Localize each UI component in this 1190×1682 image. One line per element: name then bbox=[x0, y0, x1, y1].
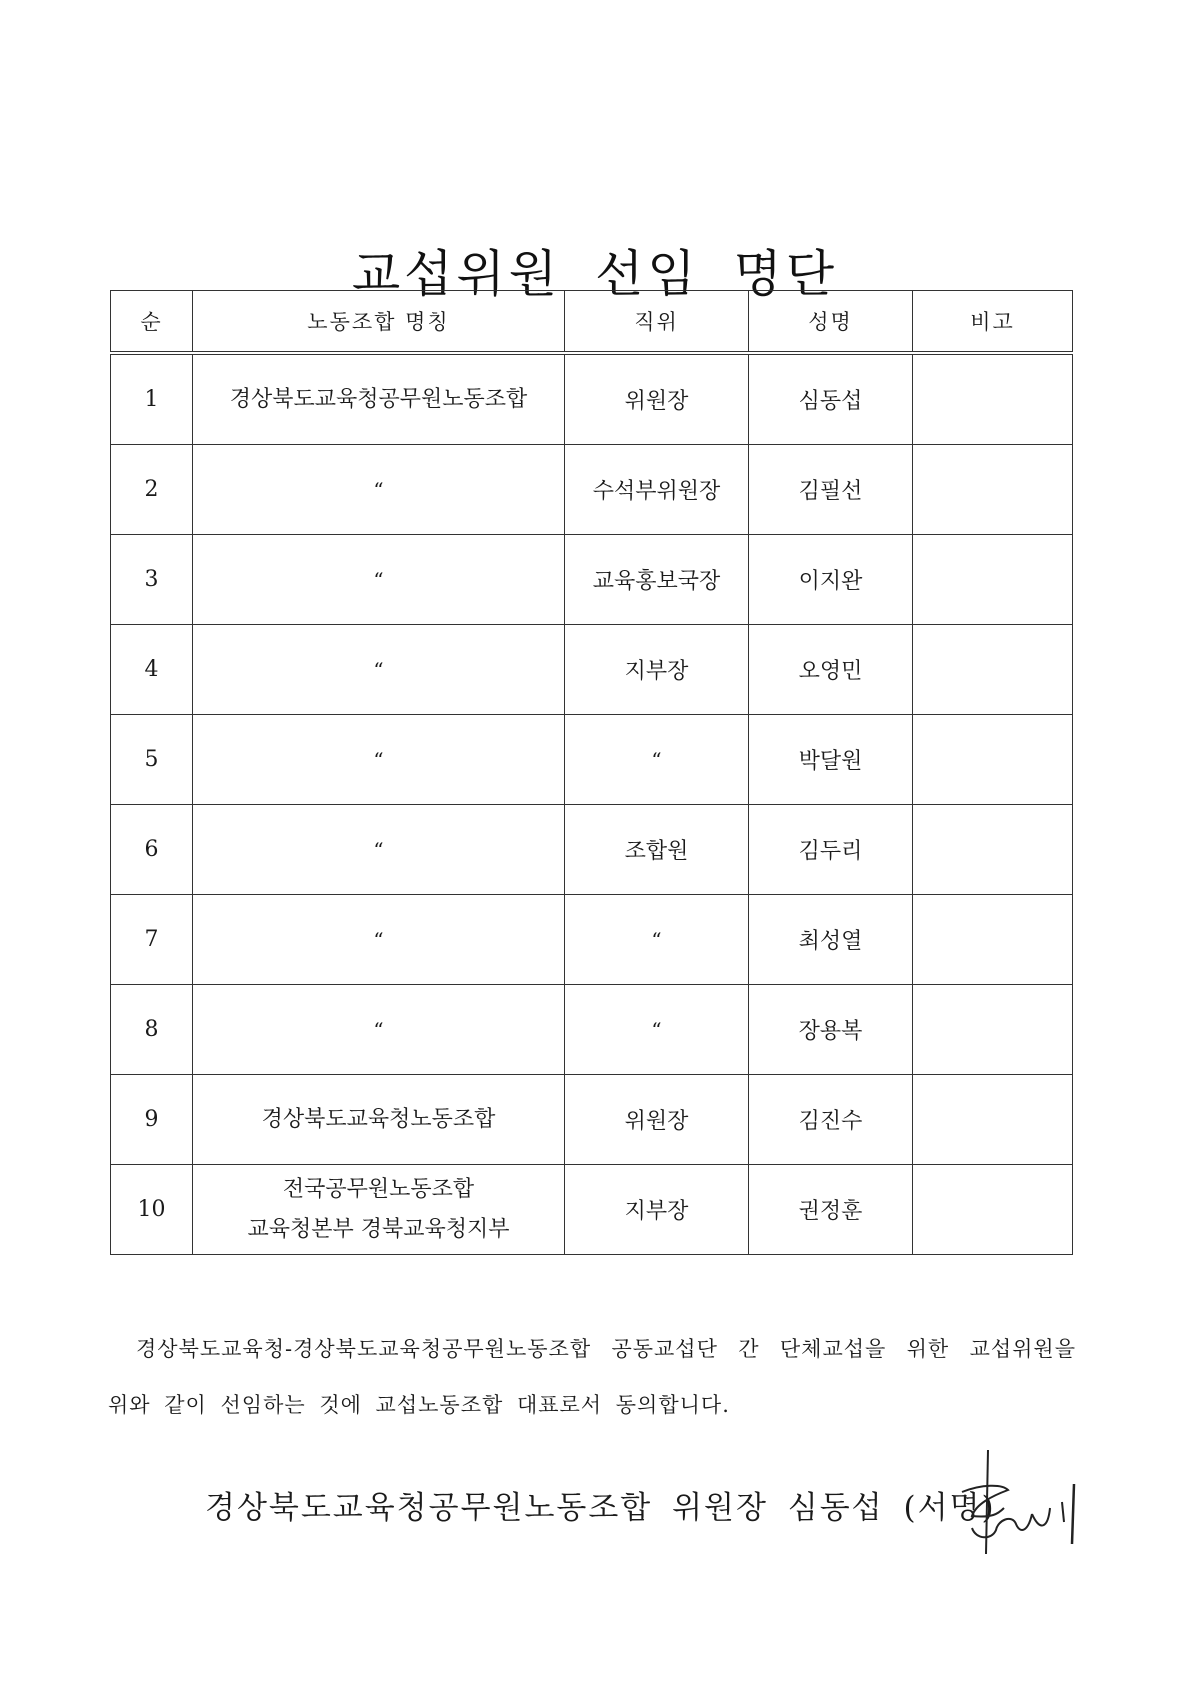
row-name: 김두리 bbox=[749, 805, 913, 895]
row-union-line: “ bbox=[373, 927, 384, 952]
row-no: 3 bbox=[111, 535, 193, 625]
row-no: 7 bbox=[111, 895, 193, 985]
row-union-line: “ bbox=[373, 567, 384, 592]
row-no: 10 bbox=[111, 1165, 193, 1255]
row-union bbox=[193, 985, 565, 1075]
header-note: 비고 bbox=[913, 291, 1073, 354]
table-row bbox=[111, 1165, 1073, 1255]
table-row bbox=[111, 895, 1073, 985]
row-union bbox=[193, 1075, 565, 1165]
row-position: “ bbox=[565, 895, 749, 985]
table-row bbox=[111, 1075, 1073, 1165]
header-position: 직위 bbox=[565, 291, 749, 354]
table-row bbox=[111, 445, 1073, 535]
signature-line: 경상북도교육청공무원노동조합 위원장 심동섭 (서명) bbox=[205, 1490, 996, 1526]
table-header-row bbox=[111, 291, 1073, 354]
row-union-line: 전국공무원노동조합 bbox=[282, 1176, 475, 1202]
row-note bbox=[913, 445, 1073, 535]
row-union-line: “ bbox=[373, 477, 384, 502]
row-note bbox=[913, 1075, 1073, 1165]
row-position: 위원장 bbox=[565, 353, 749, 445]
row-no: 2 bbox=[111, 445, 193, 535]
table-row bbox=[111, 535, 1073, 625]
consent-statement: 경상북도교육청-경상북도교육청공무원노동조합 공동교섭단 간 단체교섭을 위한 교섭위원을 위와 같이 선임하는 것에 교섭노동조합 대표로서 동의합니다. bbox=[108, 1337, 1076, 1417]
row-union bbox=[193, 353, 565, 445]
row-position: 지부장 bbox=[565, 1165, 749, 1255]
row-union-line: “ bbox=[373, 837, 384, 862]
row-no: 1 bbox=[111, 353, 193, 445]
row-union-line: 경상북도교육청노동조합 bbox=[261, 1106, 496, 1132]
row-union bbox=[193, 535, 565, 625]
table-row bbox=[111, 985, 1073, 1075]
row-name: 권정훈 bbox=[749, 1165, 913, 1255]
row-union bbox=[193, 805, 565, 895]
row-union bbox=[193, 445, 565, 535]
row-note bbox=[913, 353, 1073, 445]
row-union bbox=[193, 1165, 565, 1255]
row-no: 5 bbox=[111, 715, 193, 805]
table-row bbox=[111, 805, 1073, 895]
row-note bbox=[913, 805, 1073, 895]
row-name: 김필선 bbox=[749, 445, 913, 535]
row-union-line: “ bbox=[373, 1017, 384, 1042]
row-union-line: 교육청본부 경북교육청지부 bbox=[247, 1216, 510, 1242]
row-note bbox=[913, 895, 1073, 985]
row-name: 박달원 bbox=[749, 715, 913, 805]
row-position: 위원장 bbox=[565, 1075, 749, 1165]
document-title: 교섭위원 선임 명단 bbox=[351, 244, 839, 303]
row-no: 8 bbox=[111, 985, 193, 1075]
row-union-line: “ bbox=[373, 657, 384, 682]
table-row bbox=[111, 353, 1073, 445]
row-position: 지부장 bbox=[565, 625, 749, 715]
table-row bbox=[111, 715, 1073, 805]
header-union: 노동조합 명칭 bbox=[193, 291, 565, 354]
header-name: 성명 bbox=[749, 291, 913, 354]
row-note bbox=[913, 535, 1073, 625]
row-note bbox=[913, 625, 1073, 715]
row-no: 6 bbox=[111, 805, 193, 895]
handwritten-signature bbox=[952, 1444, 1082, 1564]
table-row bbox=[111, 625, 1073, 715]
row-union-line: 경상북도교육청공무원노동조합 bbox=[229, 386, 528, 412]
row-name: 김진수 bbox=[749, 1075, 913, 1165]
row-union bbox=[193, 895, 565, 985]
row-note bbox=[913, 715, 1073, 805]
row-note bbox=[913, 985, 1073, 1075]
row-position: 교육홍보국장 bbox=[565, 535, 749, 625]
row-union bbox=[193, 625, 565, 715]
row-position: 조합원 bbox=[565, 805, 749, 895]
row-union bbox=[193, 715, 565, 805]
row-union-line: “ bbox=[373, 747, 384, 772]
row-position: 수석부위원장 bbox=[565, 445, 749, 535]
row-name: 심동섭 bbox=[749, 353, 913, 445]
row-name: 오영민 bbox=[749, 625, 913, 715]
row-name: 이지완 bbox=[749, 535, 913, 625]
row-name: 장용복 bbox=[749, 985, 913, 1075]
header-no: 순 bbox=[111, 291, 193, 354]
row-no: 9 bbox=[111, 1075, 193, 1165]
row-note bbox=[913, 1165, 1073, 1255]
row-no: 4 bbox=[111, 625, 193, 715]
row-position: “ bbox=[565, 715, 749, 805]
committee-roster-table bbox=[110, 290, 1073, 1255]
row-name: 최성열 bbox=[749, 895, 913, 985]
row-position: “ bbox=[565, 985, 749, 1075]
